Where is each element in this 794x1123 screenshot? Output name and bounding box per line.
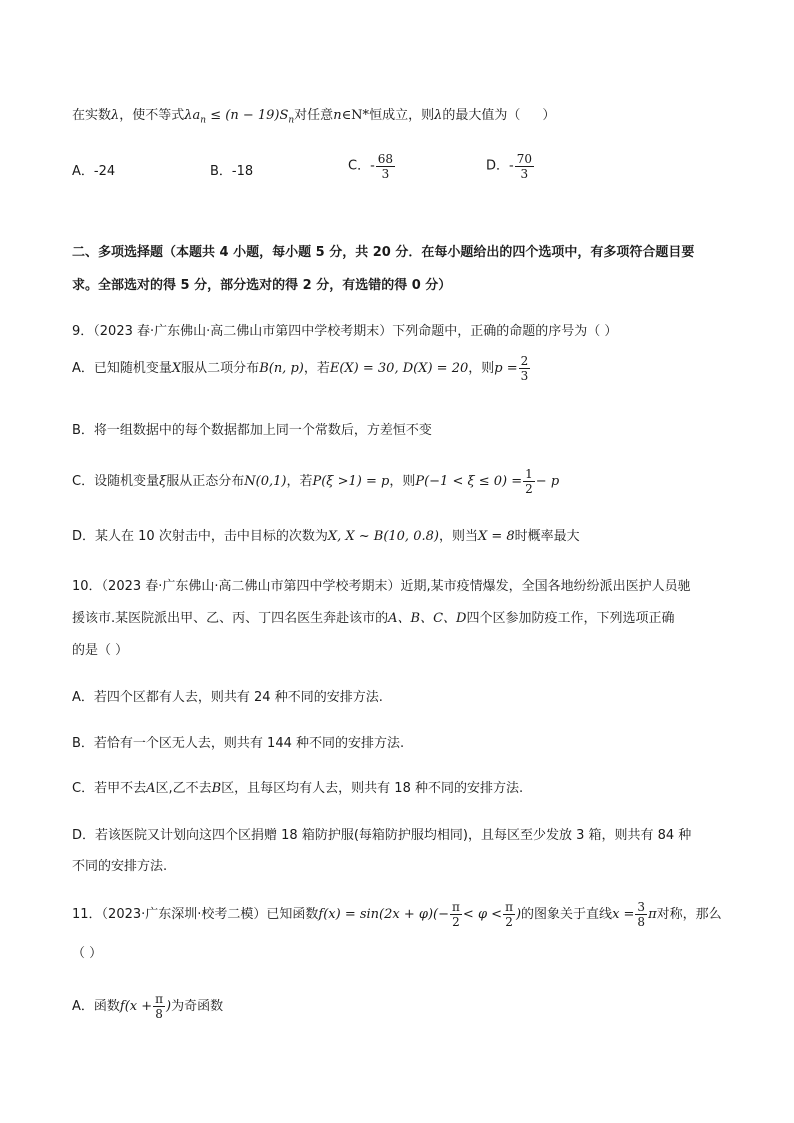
q9-option-c-fraction: $\frac{1}{2}$ bbox=[525, 467, 533, 496]
q9-option-a: A．已知随机变量X服从二项分布B(n, p)，若E(X) = 30, D(X) = 20，则p = $\frac{2}{3}$ bbox=[72, 354, 529, 383]
q8-lambda: λ bbox=[434, 108, 443, 123]
q8-n: n bbox=[333, 108, 342, 123]
q11-frac-pi-2: $\frac{\pi}{2}$ bbox=[452, 900, 460, 929]
q8-stem-text: 恒成立，则 bbox=[369, 108, 435, 123]
q11-frac-3-8: $\frac{3}{8}$ bbox=[637, 900, 646, 929]
q8-stem-text: 在实数 bbox=[72, 108, 112, 123]
q8-set: ∈N* bbox=[341, 108, 370, 123]
q8-stem bbox=[72, 106, 555, 131]
section2-heading-line1: 二、多项选择题（本题共 4 小题，每小题 5 分，共 20 分．在每小题给出的四个选项中，有多项符合题目要 bbox=[72, 245, 695, 260]
q8-stem-text: ，使不等式 bbox=[119, 108, 185, 123]
q8-inequality: $\lambda a_n \le (n - 19)S_n$ bbox=[184, 108, 295, 126]
q9-option-d: D．某人在 10 次射击中，击中目标的次数为X, X ~ B(10, 0.8)，则当X = 8时概率最大 bbox=[72, 529, 580, 544]
q11-paren: （ ） bbox=[72, 946, 103, 961]
q10-stem-line3: 的是（ ） bbox=[72, 643, 129, 658]
q9-stem: 9．（2023 春·广东佛山·高二佛山市第四中学校考期末）下列命题中，正确的命题的序号为（ ） bbox=[72, 324, 618, 339]
q10-stem-line1: 10．（2023 春·广东佛山·高二佛山市第四中学校考期末）近期,某市疫情爆发，全国各地纷纷派出医护人员驰 bbox=[72, 579, 691, 594]
q10-option-b: B．若恰有一个区无人去，则共有 144 种不同的安排方法. bbox=[72, 736, 405, 751]
q10-option-d-line2: 不同的安排方法. bbox=[72, 859, 168, 874]
q8-option-d: D．- $\frac{70}{3}$ bbox=[486, 152, 532, 181]
q10-option-d-line1: D．若该医院又计划向这四个区捐赠 18 箱防护服(每箱防护服均相同)，且每区至少发放 3 箱，则共有 84 种 bbox=[72, 828, 692, 843]
q8-option-a: A．-24 bbox=[72, 164, 116, 179]
q8-option-c: C．- $\frac{68}{3}$ bbox=[348, 152, 394, 181]
section2-heading-line2: 求。全部选对的得 5 分，部分选对的得 2 分，有选错的得 0 分） bbox=[72, 278, 452, 293]
q8-stem-text: ） bbox=[542, 108, 556, 123]
q8-option-d-fraction: $\frac{70}{3}$ bbox=[516, 152, 532, 181]
q8-stem-text: 对任意 bbox=[294, 108, 334, 123]
q11-option-a-fraction: $\frac{\pi}{8}$ bbox=[155, 992, 164, 1021]
q11-option-a: A．函数f(x + $\frac{\pi}{8}$ )为奇函数 bbox=[72, 992, 224, 1021]
q8-option-c-fraction: $\frac{68}{3}$ bbox=[377, 152, 394, 181]
q9-option-c: C．设随机变量ξ服从正态分布N(0,1)，若P(ξ >1) = p，则P(−1 < ξ ≤ 0) = $\frac{1}{2}$ − p bbox=[72, 467, 560, 496]
q10-option-a: A．若四个区都有人去，则共有 24 种不同的安排方法. bbox=[72, 690, 383, 705]
q11-frac-pi-2: $\frac{\pi}{2}$ bbox=[505, 900, 513, 929]
q10-option-c: C．若甲不去A区,乙不去B区，且每区均有人去，则共有 18 种不同的安排方法. bbox=[72, 781, 524, 796]
q10-stem-line2: 援该市.某医院派出甲、乙、丙、丁四名医生奔赴该市的A、B、C、D四个区参加防疫工作，下列选项正确 bbox=[72, 611, 675, 626]
q8-lambda: λ bbox=[111, 108, 120, 123]
q8-stem-text: 的最大值为（ bbox=[442, 108, 521, 123]
q8-option-b: B．-18 bbox=[210, 164, 254, 179]
q9-option-b: B．将一组数据中的每个数据都加上同一个常数后，方差恒不变 bbox=[72, 423, 432, 438]
q11-stem: 11．（2023·广东深圳·校考二模）已知函数f(x) = sin(2x + φ)(− $\frac{\pi}{2}$ < φ < $\frac{\pi}{2}$ )的图象关于直线x = $\frac{3}{8}$ π对称，那么 bbox=[72, 900, 722, 929]
q9-option-a-fraction: $\frac{2}{3}$ bbox=[520, 354, 529, 383]
